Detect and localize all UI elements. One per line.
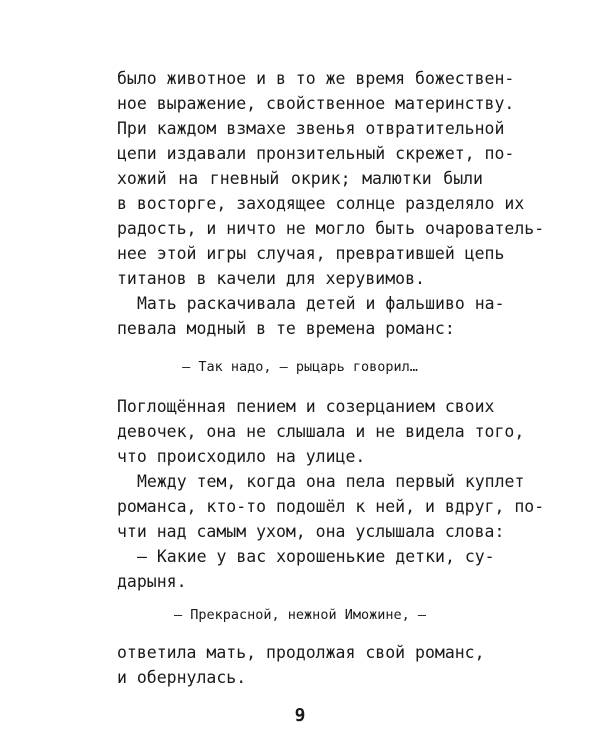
text-line: было животное и в то же время божествен- bbox=[117, 69, 515, 88]
text-line: цепи издавали пронзительный скрежет, по- bbox=[117, 144, 515, 163]
text-line: При каждом взмахе звенья отвратительной bbox=[117, 119, 505, 138]
text-line: девочек, она не слышала и не видела того, bbox=[117, 422, 525, 441]
text-line: нее этой игры случая, превратившей цепь bbox=[117, 244, 505, 263]
text-line: ответила мать, продолжая свой романс, bbox=[117, 643, 485, 662]
text-line: чти над самым ухом, она услышала слова: bbox=[117, 522, 505, 541]
text-line: в восторге, заходящее солнце разделяло их bbox=[117, 194, 525, 213]
text-line: дарыня. bbox=[117, 572, 187, 591]
text-line: и обернулась. bbox=[117, 668, 247, 687]
text-line: певала модный в те времена романс: bbox=[117, 319, 455, 338]
page-number: 9 bbox=[294, 705, 306, 726]
text-line: радость, и ничто не могло быть очарователь- bbox=[117, 219, 545, 238]
text-line: что происходило на улице. bbox=[117, 447, 366, 466]
verse-line: — Так надо, — рыцарь говорил… bbox=[182, 359, 418, 375]
text-line: хожий на гневный окрик; малютки были bbox=[117, 169, 483, 188]
text-line: Поглощённая пением и созерцанием своих bbox=[117, 397, 495, 416]
text-line: — Какие у вас хорошенькие детки, су- bbox=[137, 547, 495, 566]
text-line: Между тем, когда она пела первый куплет bbox=[137, 472, 525, 491]
text-line: ное выражение, свойственное материнству. bbox=[117, 94, 515, 113]
text-line: романса, кто-то подошёл к ней, и вдруг, по- bbox=[117, 497, 545, 516]
text-line: Мать раскачивала детей и фальшиво на- bbox=[137, 294, 505, 313]
text-line: титанов в качели для херувимов. bbox=[117, 269, 425, 288]
verse-line: — Прекрасной, нежной Иможине, — bbox=[174, 607, 426, 623]
